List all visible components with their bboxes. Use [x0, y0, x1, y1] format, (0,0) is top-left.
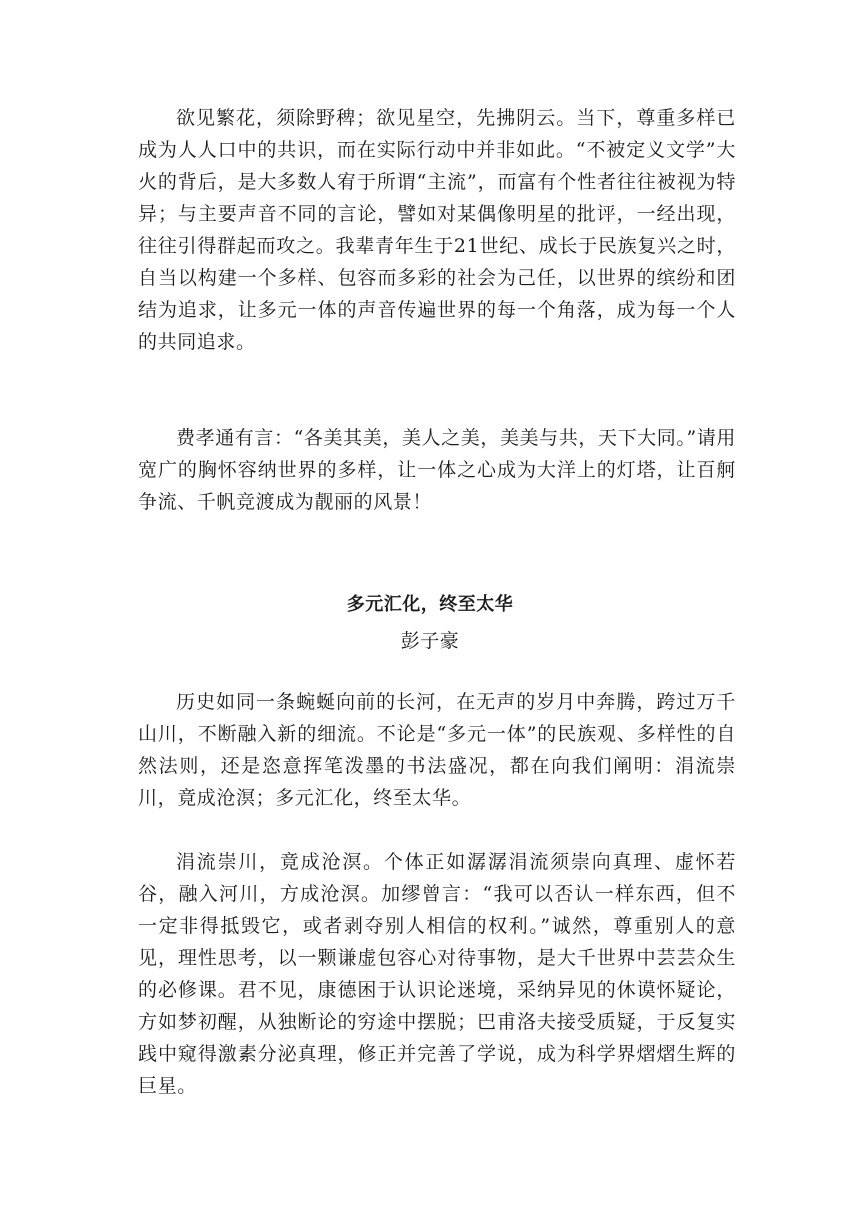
paragraph-fei-xiaotong-quote: 费孝通有言：“各美其美，美人之美，美美与共，天下大同。”请用宽广的胸怀容纳世界的多样，让一体之心成为大洋上的灯塔，让百舸争流、千帆竞渡成为靓丽的风景！: [138, 427, 736, 513]
paragraph-flowers-and-stars: 欲见繁花，须除野稗；欲见星空，先拂阴云。当下，尊重多样已成为人人口中的共识，而在实际行动中并非如此。“不被定义文学”大火的背后，是大多数人宥于所谓“主流”，而富有个性者往往被视为特异；与主要声音不同的言论，譬如对某偶像明星的批评，一经出现，往往引得群起而攻之。我辈青年生于21世纪、成长于民族复兴之时，自当以构建一个多样、包容而多彩的社会为己任，以世界的缤纷和团结为追求，让多元一体的声音传遍世界的每一个角落，成为每一个人的共同追求。: [138, 107, 736, 353]
article-title: 多元汇化，终至太华: [346, 594, 514, 615]
article-author: 彭子豪: [400, 630, 460, 652]
paragraph-streams-become-sea: 涓流崇川，竟成沧溟。个体正如潺潺涓流须崇向真理、虚怀若谷，融入河川，方成沧溟。加缪曾言：“我可以否认一样东西，但不一定非得抵毁它，或者剥夺别人相信的权利。”诚然，尊重别人的意见，理性思考，以一颗谦虚包容心对待事物，是大千世界中芸芸众生的必修课。君不见，康德困于认识论迷境，采纳异见的休谟怀疑论，方如梦初醒，从独断论的穷途中摆脱；巴甫洛夫接受质疑，于反复实践中窥得激素分泌真理，修正并完善了学说，成为科学界熠熠生辉的巨星。: [138, 851, 736, 1097]
paragraph-history-river: 历史如同一条蜿蜒向前的长河，在无声的岁月中奔腾，跨过万千山川，不断融入新的细流。不论是“多元一体”的民族观、多样性的自然法则，还是恣意挥笔泼墨的书法盛况，都在向我们阐明：涓流崇川，竟成沧溟；多元汇化，终至太华。: [138, 691, 736, 809]
